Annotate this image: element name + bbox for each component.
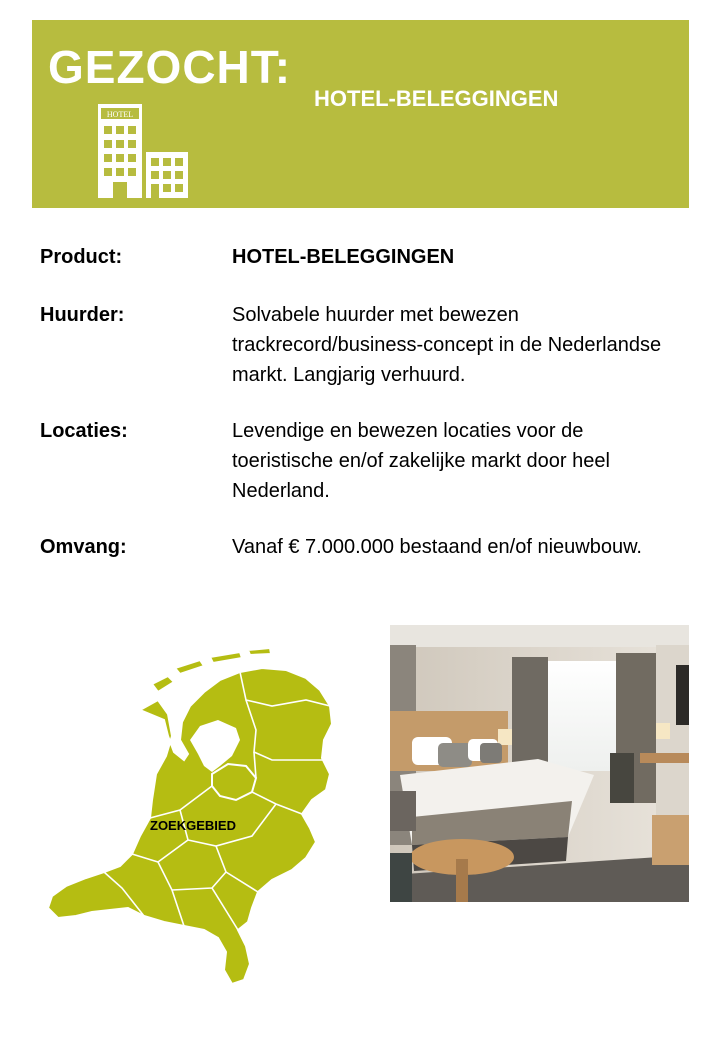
field-huurder (40, 300, 690, 392)
huurder-value: Solvabele huurder met bewezen trackrecord/business-concept in de Nederlandse markt. Langjarig verhuurd. (232, 304, 662, 386)
huurder-label: Huurder: (40, 304, 125, 326)
field-product (40, 242, 690, 274)
header-banner (32, 20, 689, 208)
hotel-room-photo (390, 625, 689, 902)
product-value: HOTEL-BELEGGINGEN (232, 246, 455, 268)
locaties-value: Levendige en bewezen locaties voor de toeristische en/of zakelijke markt door heel Nederland. (232, 420, 610, 502)
omvang-label: Omvang: (40, 536, 127, 558)
locaties-label: Locaties: (40, 420, 128, 442)
netherlands-map (40, 640, 340, 990)
field-locaties (40, 416, 690, 508)
hotel-building-icon (98, 104, 188, 198)
product-label: Product: (40, 246, 123, 268)
banner-subtitle: HOTEL-BELEGGINGEN (314, 86, 559, 111)
banner-title: GEZOCHT: (48, 41, 292, 93)
map-label: ZOEKGEBIED (150, 818, 236, 833)
hotel-sign-text: HOTEL (106, 110, 134, 119)
omvang-value: Vanaf € 7.000.000 bestaand en/of nieuwbouw. (232, 536, 642, 558)
field-omvang (40, 532, 690, 594)
